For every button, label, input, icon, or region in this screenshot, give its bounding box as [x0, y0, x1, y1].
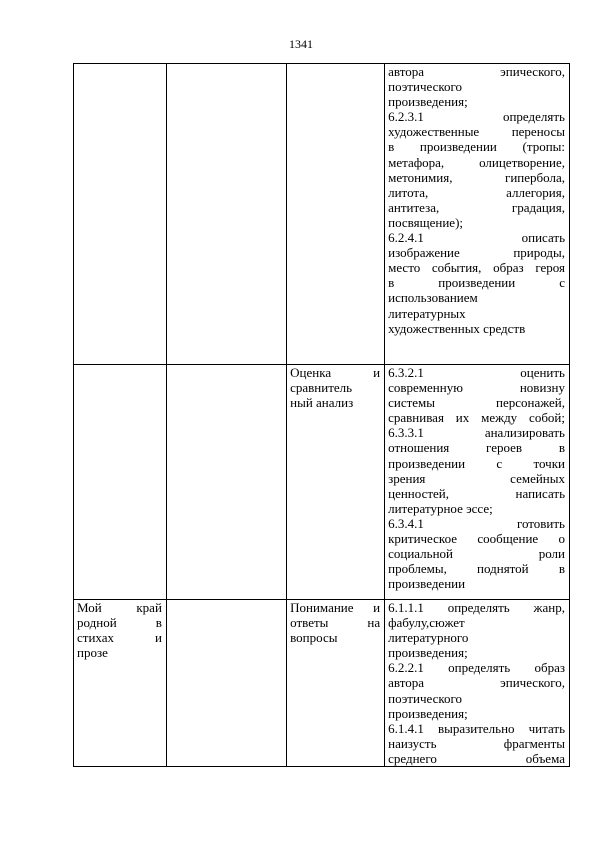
cell-text-line: поэтического [388, 79, 463, 95]
page-number: 1341 [289, 37, 313, 51]
cell-text-line: ответы на [290, 615, 381, 631]
cell-text-line: литота, аллегория, [388, 184, 565, 200]
cell-text-line: 6.2.2.1 определять образ [388, 660, 565, 676]
cell-text-line: отношения героев в [388, 440, 565, 456]
cell-text-line: социальной роли [388, 546, 565, 562]
cell-text-line: критическое сообщение о [388, 531, 565, 547]
cell-text-line: стихах и [77, 630, 162, 646]
table-cell-col4 [385, 600, 570, 767]
cell-text-line: ценностей, написать [388, 485, 565, 501]
table-cell-col4 [385, 365, 570, 600]
cell-text-line: литературных [388, 305, 466, 321]
cell-text-line: художественные переносы [388, 124, 565, 140]
cell-text-line: в произведении (тропы: [388, 139, 565, 155]
cell-text-line: 6.3.3.1 анализировать [388, 425, 565, 441]
cell-text-line: 6.2.4.1 описать [388, 230, 565, 246]
table-row [74, 365, 570, 600]
cell-text-line: произведения; [388, 645, 468, 661]
cell-text-line: системы персонажей, [388, 395, 565, 411]
table-cell-col3 [287, 600, 385, 767]
table-cell-col3 [287, 365, 385, 600]
table-cell-col4 [385, 64, 570, 365]
table-cell-col1 [74, 600, 167, 767]
cell-text-line: использованием [388, 290, 478, 306]
cell-text-line: 6.3.4.1 готовить [388, 515, 565, 531]
cell-text-line: литературное эссе; [388, 500, 493, 516]
cell-text-line: посвящение); [388, 214, 464, 230]
cell-text-line: метонимия, гипербола, [388, 169, 565, 185]
cell-text-line: литературного [388, 630, 469, 646]
cell-text-line: художественных средств [388, 320, 526, 336]
table-cell-col2 [166, 600, 286, 767]
cell-text-line: произведении с точки [388, 455, 565, 471]
cell-text-line: прозе [77, 645, 108, 661]
curriculum-table [73, 63, 570, 767]
cell-text-line: 6.1.4.1 выразительно читать [388, 720, 565, 736]
cell-text-line: ный анализ [290, 395, 354, 411]
cell-text-line: место события, образ героя [388, 260, 565, 276]
cell-text-line: сравнивая их между собой; [388, 410, 565, 426]
cell-text-line: современную новизну [388, 380, 565, 396]
cell-text-line: вопросы [290, 630, 338, 646]
cell-text-line: среднего объема [388, 750, 565, 766]
table-row [74, 64, 570, 365]
table-cell-col3 [287, 64, 385, 365]
cell-text-line: проблемы, поднятой в [388, 561, 565, 577]
cell-text-line: автора эпического, [388, 675, 565, 691]
cell-text-line: антитеза, градация, [388, 199, 565, 215]
cell-text-line: Понимание и [290, 600, 381, 615]
cell-text-line: произведения; [388, 94, 468, 110]
table-cell-col2 [166, 365, 286, 600]
cell-text-line: произведения; [388, 705, 468, 721]
table-cell-col1 [74, 64, 167, 365]
table-cell-col1 [74, 365, 167, 600]
cell-text-line: 6.1.1.1 определять жанр, [388, 600, 565, 615]
cell-text-line: зрения семейных [388, 470, 565, 486]
table-cell-col2 [166, 64, 286, 365]
cell-text-line: наизусть фрагменты [388, 735, 565, 751]
cell-text-line: родной в [77, 615, 162, 631]
cell-text-line: в произведении с [388, 275, 565, 291]
cell-text-line: сравнитель [290, 380, 353, 396]
cell-text-line: Оценка и [290, 365, 381, 380]
cell-text-line: произведении [388, 576, 466, 592]
cell-text-line: фабулу,сюжет [388, 615, 465, 631]
cell-text-line: 6.2.3.1 определять [388, 109, 565, 125]
cell-text-line: изображение природы, [388, 245, 565, 261]
table-row [74, 600, 570, 767]
cell-text-line: 6.3.2.1 оценить [388, 365, 565, 380]
cell-text-line: автора эпического, [388, 64, 565, 79]
cell-text-line: метафора, олицетворение, [388, 154, 565, 170]
cell-text-line: поэтического [388, 690, 463, 706]
cell-text-line: Мой край [77, 600, 162, 615]
